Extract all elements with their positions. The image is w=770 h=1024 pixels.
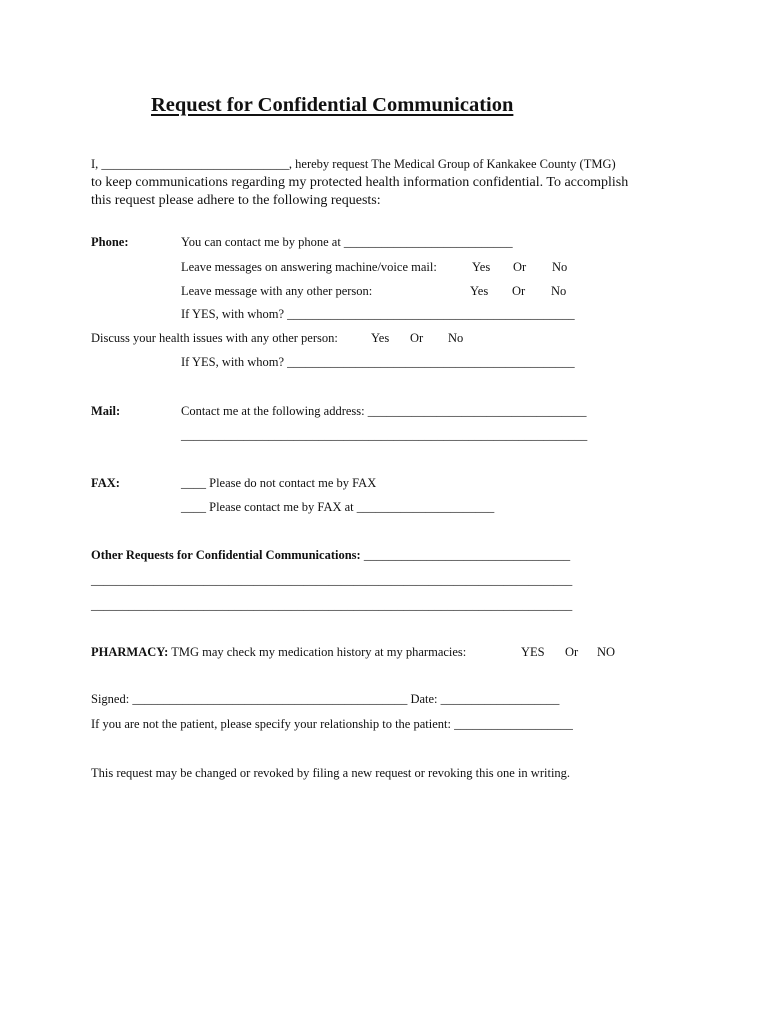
discuss-whom-field[interactable]: If YES, with whom? ______________________________________________ (181, 355, 575, 369)
intro-line-3: this request please adhere to the following requests: (91, 193, 381, 208)
other-person-no-option[interactable]: No (551, 284, 567, 298)
voicemail-question: Leave messages on answering machine/voice mail: (181, 260, 437, 274)
pharmacy-question: TMG may check my medication history at my pharmacies: (168, 645, 467, 659)
relationship-field[interactable]: If you are not the patient, please specify your relationship to the patient: ___________________ (91, 717, 573, 731)
other-person-or-text: Or (512, 284, 526, 298)
phone-label: Phone: (91, 235, 129, 249)
discuss-or-text: Or (410, 331, 424, 345)
discuss-question: Discuss your health issues with any other person: (91, 331, 338, 345)
voicemail-no-option[interactable]: No (552, 260, 568, 274)
discuss-yes-option[interactable]: Yes (371, 331, 390, 345)
pharmacy-or-text: Or (565, 645, 579, 659)
discuss-no-option[interactable]: No (448, 331, 464, 345)
pharmacy-yes-option[interactable]: YES (521, 645, 545, 659)
other-requests-line-2[interactable]: _____________________________________________________________________________ (91, 573, 573, 587)
pharmacy-label: PHARMACY: (91, 645, 169, 659)
fax-do-not-contact-option[interactable]: ____ Please do not contact me by FAX (181, 476, 377, 490)
mail-address-field-1[interactable]: Contact me at the following address: ___________________________________ (181, 404, 587, 418)
form-title: Request for Confidential Communication (151, 94, 514, 116)
other-requests-label: Other Requests for Confidential Communications: (91, 548, 361, 562)
fax-contact-option[interactable]: ____ Please contact me by FAX at ______________________ (181, 500, 495, 514)
phone-contact-field[interactable]: You can contact me by phone at ___________________________ (181, 235, 513, 249)
other-requests-line-3[interactable]: _____________________________________________________________________________ (91, 598, 573, 612)
mail-address-field-2[interactable]: _________________________________________________________________ (181, 428, 588, 442)
intro-line-2: to keep communications regarding my protected health information confidential. To accomplish (91, 175, 629, 190)
mail-label: Mail: (91, 404, 121, 418)
intro-line-1[interactable]: I, ______________________________, hereby request The Medical Group of Kankakee County (TMG) (91, 157, 616, 171)
fax-label: FAX: (91, 476, 120, 490)
pharmacy-no-option[interactable]: NO (597, 645, 616, 659)
other-person-question: Leave message with any other person: (181, 284, 373, 298)
pharmacy-row (91, 645, 466, 660)
voicemail-yes-option[interactable]: Yes (472, 260, 491, 274)
other-requests-row (91, 548, 570, 563)
other-person-yes-option[interactable]: Yes (470, 284, 489, 298)
voicemail-or-text: Or (513, 260, 527, 274)
message-whom-field[interactable]: If YES, with whom? ______________________________________________ (181, 307, 575, 321)
revocation-note: This request may be changed or revoked by filing a new request or revoking this one in writing. (91, 766, 571, 780)
signature-date-field[interactable]: Signed: ____________________________________________ Date: ___________________ (91, 692, 560, 706)
other-requests-field[interactable]: _________________________________ (360, 548, 571, 562)
